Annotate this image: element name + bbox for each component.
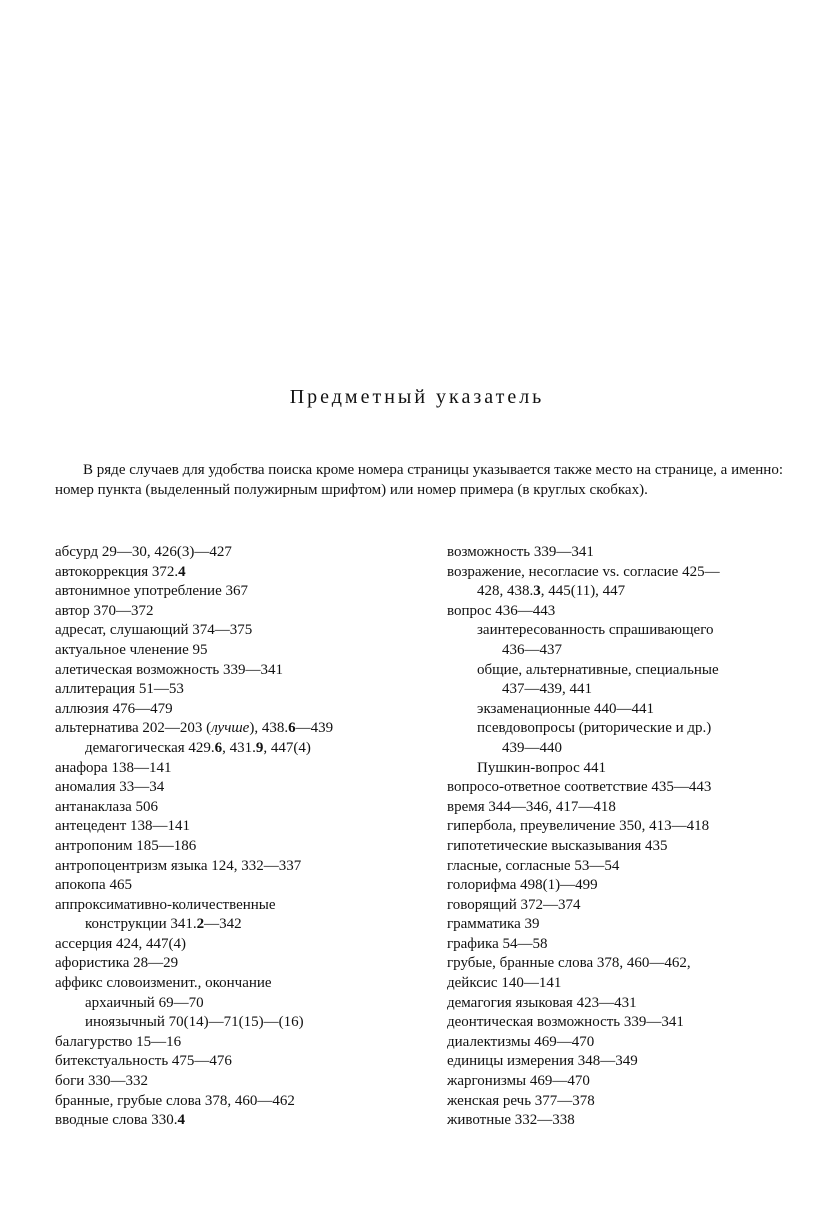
entry-text: актуальное членение 95 bbox=[55, 641, 208, 658]
index-entry bbox=[447, 974, 792, 994]
index-entry bbox=[55, 680, 425, 700]
entry-text: , 445(11), 447 bbox=[540, 583, 626, 600]
entry-text: алетическая возможность 339—341 bbox=[55, 661, 283, 678]
entry-text: заинтересованность спрашивающего bbox=[477, 622, 714, 639]
index-entry bbox=[447, 778, 792, 798]
index-entry bbox=[447, 954, 792, 974]
entry-text: апокопа 465 bbox=[55, 877, 132, 894]
index-entry bbox=[447, 563, 792, 583]
page-title: Предметный указатель bbox=[289, 386, 545, 408]
entry-text: антанаклаза 506 bbox=[55, 798, 159, 815]
entry-text: иноязычный 70(14)—71(15)—(16) bbox=[85, 1014, 304, 1031]
paragraph-number: 4 bbox=[177, 1112, 185, 1129]
index-entry bbox=[55, 1072, 425, 1092]
index-column-right bbox=[447, 543, 792, 1131]
entry-text: архаичный 69—70 bbox=[85, 994, 204, 1011]
index-entry bbox=[447, 935, 792, 955]
entry-text: время 344—346, 417—418 bbox=[447, 798, 616, 815]
entry-text: ассерция 424, 447(4) bbox=[55, 935, 187, 952]
index-entry bbox=[447, 739, 792, 759]
entry-text: демагогическая 429. bbox=[85, 739, 215, 756]
paragraph-number: 3 bbox=[533, 583, 541, 600]
entry-text: 439—440 bbox=[502, 739, 562, 756]
index-entry bbox=[447, 1072, 792, 1092]
entry-text: общие, альтернативные, специальные bbox=[477, 661, 719, 678]
entry-text: аппроксимативно-количественные bbox=[55, 896, 276, 913]
index-entry bbox=[447, 1111, 792, 1131]
entry-text: возражение, несогласие vs. согласие 425— bbox=[447, 563, 720, 580]
entry-text: гласные, согласные 53—54 bbox=[447, 857, 620, 874]
entry-text: демагогия языковая 423—431 bbox=[447, 994, 637, 1011]
entry-text: абсурд 29—30, 426(3)—427 bbox=[55, 544, 232, 560]
index-entry bbox=[447, 719, 792, 739]
entry-text: жаргонизмы 469—470 bbox=[447, 1073, 590, 1090]
entry-text: говорящий 372—374 bbox=[447, 896, 581, 913]
index-entry bbox=[55, 798, 425, 818]
index-entry bbox=[447, 896, 792, 916]
index-entry bbox=[55, 857, 425, 877]
entry-text: аффикс словоизменит., окончание bbox=[55, 975, 272, 992]
index-entry bbox=[447, 602, 792, 622]
index-entry bbox=[447, 1033, 792, 1053]
index-entry bbox=[55, 641, 425, 661]
entry-text: грубые, бранные слова 378, 460—462, bbox=[447, 955, 691, 972]
entry-text: деонтическая возможность 339—341 bbox=[447, 1014, 684, 1031]
index-entry bbox=[55, 915, 425, 935]
entry-text: альтернатива 202—203 ( bbox=[55, 720, 212, 737]
entry-text: диалектизмы 469—470 bbox=[447, 1033, 595, 1050]
index-entry bbox=[447, 876, 792, 896]
index-entry bbox=[55, 954, 425, 974]
entry-text: —439 bbox=[295, 720, 334, 737]
index-entry bbox=[55, 778, 425, 798]
entry-text: адресат, слушающий 374—375 bbox=[55, 622, 253, 639]
index-entry bbox=[55, 896, 425, 916]
entry-text: балагурство 15—16 bbox=[55, 1033, 182, 1050]
entry-text: аллитерация 51—53 bbox=[55, 681, 184, 698]
entry-text: антецедент 138—141 bbox=[55, 818, 191, 835]
index-entry bbox=[55, 661, 425, 681]
index-entry bbox=[55, 563, 425, 583]
index-entry bbox=[55, 994, 425, 1014]
entry-text: возможность 339—341 bbox=[447, 544, 594, 560]
entry-text: гипотетические высказывания 435 bbox=[447, 837, 668, 854]
entry-text: автокоррекция 372. bbox=[55, 563, 179, 580]
index-entry bbox=[447, 1013, 792, 1033]
index-entry bbox=[55, 621, 425, 641]
index-entry bbox=[55, 719, 425, 739]
entry-text: 437—439, 441 bbox=[502, 681, 592, 698]
index-column-left bbox=[55, 543, 425, 1131]
entry-text: Пушкин-вопрос 441 bbox=[477, 759, 607, 776]
entry-text: боги 330—332 bbox=[55, 1073, 149, 1090]
entry-text: женская речь 377—378 bbox=[447, 1092, 595, 1109]
index-entry bbox=[447, 1052, 792, 1072]
entry-text: вопросо-ответное соответствие 435—443 bbox=[447, 779, 712, 796]
entry-text: битекстуальность 475—476 bbox=[55, 1053, 232, 1070]
index-entry bbox=[55, 1111, 425, 1131]
entry-text: графика 54—58 bbox=[447, 935, 548, 952]
entry-text: ), 438. bbox=[249, 720, 289, 737]
entry-text: грамматика 39 bbox=[447, 916, 540, 933]
entry-text: 428, 438. bbox=[477, 583, 534, 600]
index-entry bbox=[55, 700, 425, 720]
entry-text: дейксис 140—141 bbox=[447, 975, 562, 992]
index-entry bbox=[447, 915, 792, 935]
entry-text: бранные, грубые слова 378, 460—462 bbox=[55, 1092, 295, 1109]
index-entry bbox=[55, 1092, 425, 1112]
entry-text: аномалия 33—34 bbox=[55, 779, 165, 796]
index-entry bbox=[447, 759, 792, 779]
entry-text: голорифма 498(1)—499 bbox=[447, 877, 598, 894]
entry-text: антропоцентризм языка 124, 332—337 bbox=[55, 857, 302, 874]
index-entry bbox=[447, 994, 792, 1014]
paragraph-number: 9 bbox=[255, 739, 264, 756]
index-entry bbox=[55, 935, 425, 955]
entry-text: гипербола, преувеличение 350, 413—418 bbox=[447, 818, 710, 835]
entry-text: вводные слова 330. bbox=[55, 1112, 178, 1129]
entry-text: , 431. bbox=[222, 739, 256, 756]
index-entry bbox=[55, 974, 425, 994]
entry-text: , 447(4) bbox=[263, 739, 311, 756]
index-entry bbox=[55, 876, 425, 896]
entry-text: афористика 28—29 bbox=[55, 955, 179, 972]
entry-text: экзаменационные 440—441 bbox=[477, 700, 655, 717]
index-entry bbox=[55, 759, 425, 779]
index-entry bbox=[447, 700, 792, 720]
entry-text: анафора 138—141 bbox=[55, 759, 172, 776]
index-entry bbox=[447, 582, 792, 602]
entry-text: антропоним 185—186 bbox=[55, 837, 197, 854]
index-entry bbox=[55, 1033, 425, 1053]
paragraph-number: 6 bbox=[214, 739, 223, 756]
index-entry bbox=[55, 739, 425, 759]
index-entry bbox=[55, 1052, 425, 1072]
index-entry bbox=[447, 543, 792, 563]
paragraph-number: 2 bbox=[196, 916, 205, 933]
index-entry bbox=[447, 661, 792, 681]
index-entry bbox=[447, 1092, 792, 1112]
entry-italic: лучше bbox=[211, 720, 250, 737]
intro-paragraph: В ряде случаев для удобства поиска кроме номера страницы указывается также место на странице, а именно: номер пункта (выделенный полужирным шрифтом) или номер примера (в круглых скобках). bbox=[55, 462, 783, 498]
index-entry bbox=[447, 837, 792, 857]
index-entry bbox=[55, 543, 425, 563]
entry-text: животные 332—338 bbox=[447, 1112, 575, 1129]
paragraph-number: 6 bbox=[288, 720, 296, 737]
index-entry bbox=[447, 680, 792, 700]
index-entry bbox=[447, 798, 792, 818]
entry-text: псевдовопросы (риторические и др.) bbox=[477, 720, 712, 737]
entry-text: аллюзия 476—479 bbox=[55, 700, 173, 717]
entry-text: автор 370—372 bbox=[55, 602, 154, 619]
entry-text: вопрос 436—443 bbox=[447, 602, 556, 619]
index-entry bbox=[55, 602, 425, 622]
entry-text: —342 bbox=[204, 916, 242, 933]
index-entry bbox=[55, 1013, 425, 1033]
entry-text: конструкции 341. bbox=[85, 916, 197, 933]
entry-text: единицы измерения 348—349 bbox=[447, 1053, 638, 1070]
index-entry bbox=[55, 582, 425, 602]
index-entry bbox=[447, 621, 792, 641]
index-entry bbox=[447, 817, 792, 837]
index-entry bbox=[447, 857, 792, 877]
entry-text: 436—437 bbox=[502, 641, 562, 658]
index-entry bbox=[55, 817, 425, 837]
paragraph-number: 4 bbox=[178, 563, 186, 580]
index-entry bbox=[447, 641, 792, 661]
index-entry bbox=[55, 837, 425, 857]
entry-text: автонимное употребление 367 bbox=[55, 583, 248, 600]
